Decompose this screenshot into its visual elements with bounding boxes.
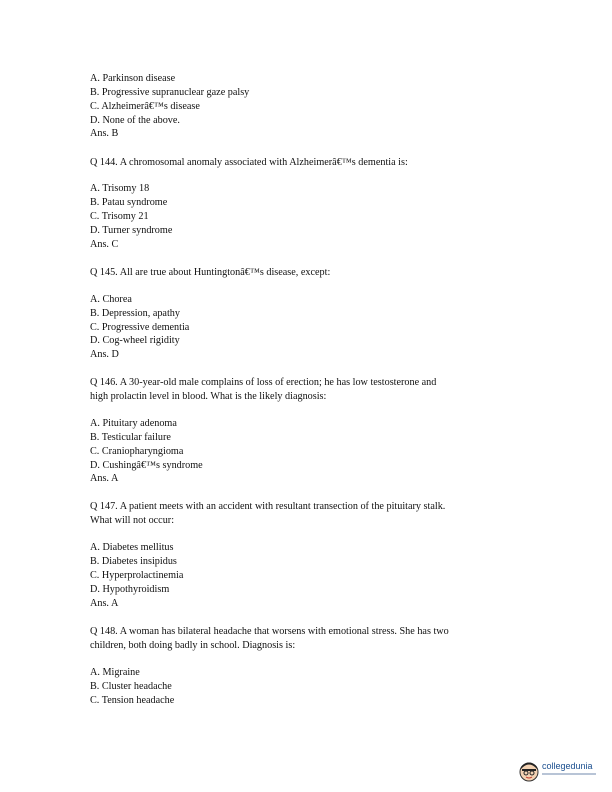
logo-text: collegedunia bbox=[542, 761, 593, 771]
option-line: D. Cushingâ€™s syndrome bbox=[90, 460, 203, 471]
option-line: B. Diabetes insipidus bbox=[90, 556, 177, 567]
option-line: B. Progressive supranuclear gaze palsy bbox=[90, 87, 250, 98]
option-line: A. Parkinson disease bbox=[90, 73, 176, 84]
option-line: A. Trisomy 18 bbox=[90, 183, 150, 194]
option-line: C. Progressive dementia bbox=[90, 322, 190, 333]
answer-line: Ans. B bbox=[90, 128, 119, 139]
option-line: A. Pituitary adenoma bbox=[90, 418, 177, 429]
option-line: C. Tension headache bbox=[90, 695, 175, 706]
option-line: A. Migraine bbox=[90, 667, 140, 678]
option-line: A. Chorea bbox=[90, 294, 132, 305]
option-line: D. Hypothyroidism bbox=[90, 584, 170, 595]
option-line: B. Cluster headache bbox=[90, 681, 172, 692]
option-line: C. Trisomy 21 bbox=[90, 211, 149, 222]
question-text: children, both doing badly in school. Diagnosis is: bbox=[90, 640, 296, 651]
mascot-icon bbox=[518, 760, 540, 782]
question-text: Q 147. A patient meets with an accident with resultant transection of the pituitary stalk. bbox=[90, 501, 446, 512]
collegedunia-logo bbox=[518, 758, 598, 786]
option-line: C. Hyperprolactinemia bbox=[90, 570, 184, 581]
option-line: D. None of the above. bbox=[90, 115, 180, 126]
answer-line: Ans. D bbox=[90, 349, 119, 360]
option-line: C. Craniopharyngioma bbox=[90, 446, 184, 457]
option-line: A. Diabetes mellitus bbox=[90, 542, 174, 553]
option-line: C. Alzheimerâ€™s disease bbox=[90, 101, 200, 112]
answer-line: Ans. A bbox=[90, 473, 119, 484]
question-text: Q 145. All are true about Huntingtonâ€™s disease, except: bbox=[90, 267, 331, 278]
option-line: D. Cog-wheel rigidity bbox=[90, 335, 180, 346]
option-line: B. Patau syndrome bbox=[90, 197, 168, 208]
option-line: D. Turner syndrome bbox=[90, 225, 173, 236]
question-text: Q 148. A woman has bilateral headache that worsens with emotional stress. She has two bbox=[90, 626, 449, 637]
question-text: Q 144. A chromosomal anomaly associated with Alzheimerâ€™s dementia is: bbox=[90, 157, 408, 168]
logo-tagline bbox=[542, 773, 596, 775]
answer-line: Ans. C bbox=[90, 239, 119, 250]
question-text: Q 146. A 30-year-old male complains of loss of erection; he has low testosterone and bbox=[90, 377, 437, 388]
option-line: B. Depression, apathy bbox=[90, 308, 180, 319]
option-line: B. Testicular failure bbox=[90, 432, 171, 443]
question-text: What will not occur: bbox=[90, 515, 175, 526]
answer-line: Ans. A bbox=[90, 598, 119, 609]
question-text: high prolactin level in blood. What is the likely diagnosis: bbox=[90, 391, 327, 402]
